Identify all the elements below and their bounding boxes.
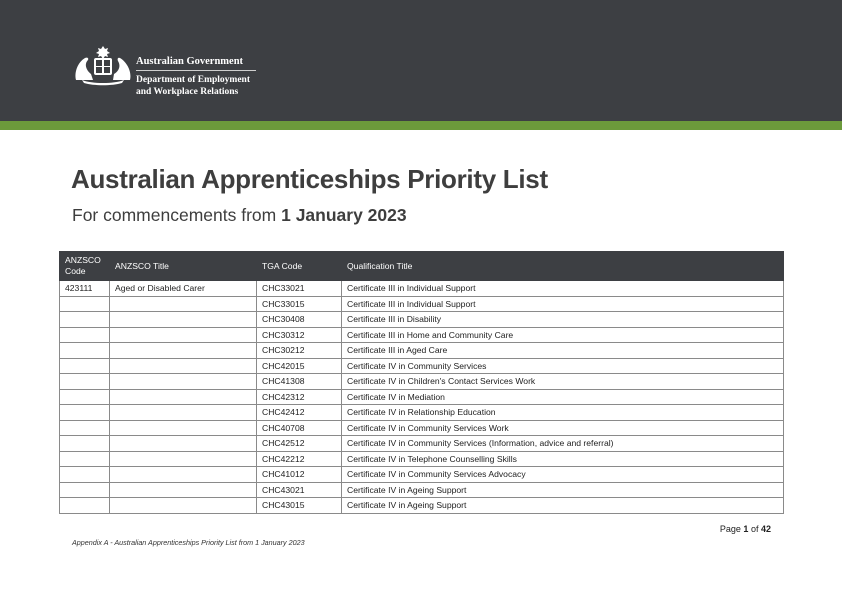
table-row [60, 312, 784, 328]
cell-anzsco-title [110, 343, 257, 359]
cell-qualification-title: Certificate IV in Community Services (Information, advice and referral) [342, 436, 784, 452]
coat-of-arms-icon [72, 44, 134, 86]
cell-qualification-title: Certificate IV in Telephone Counselling Skills [342, 451, 784, 467]
cell-anzsco-title [110, 358, 257, 374]
header-green-stripe [0, 121, 842, 130]
table-row [60, 389, 784, 405]
cell-qualification-title: Certificate IV in Children's Contact Services Work [342, 374, 784, 390]
cell-anzsco-title: Aged or Disabled Carer [110, 281, 257, 297]
table-row [60, 327, 784, 343]
document-title: Australian Apprenticeships Priority List [71, 164, 548, 194]
document-subtitle [72, 205, 407, 226]
cell-tga-code: CHC40708 [257, 420, 342, 436]
page-of: of [750, 524, 759, 534]
cell-anzsco-code [60, 343, 110, 359]
page-total: 42 [760, 524, 771, 534]
cell-anzsco-title [110, 420, 257, 436]
department-line-2: and Workplace Relations [136, 87, 239, 97]
cell-anzsco-code [60, 296, 110, 312]
cell-qualification-title: Certificate IV in Ageing Support [342, 482, 784, 498]
cell-qualification-title: Certificate IV in Community Services [342, 358, 784, 374]
header-anzsco-title: ANZSCO Title [110, 252, 257, 281]
cell-tga-code: CHC43021 [257, 482, 342, 498]
table-row [60, 374, 784, 390]
cell-tga-code: CHC30312 [257, 327, 342, 343]
cell-anzsco-code [60, 467, 110, 483]
cell-qualification-title: Certificate III in Individual Support [342, 296, 784, 312]
table-row [60, 358, 784, 374]
cell-anzsco-code [60, 389, 110, 405]
table-row [60, 405, 784, 421]
table-row [60, 343, 784, 359]
cell-qualification-title: Certificate III in Aged Care [342, 343, 784, 359]
cell-anzsco-code [60, 482, 110, 498]
logo-divider [136, 70, 256, 71]
cell-anzsco-title [110, 451, 257, 467]
cell-anzsco-code [60, 498, 110, 514]
cell-tga-code: CHC30212 [257, 343, 342, 359]
table-header-row [60, 252, 784, 281]
page-number [720, 524, 771, 534]
cell-anzsco-code [60, 312, 110, 328]
subtitle-date: 1 January 2023 [281, 205, 407, 225]
cell-tga-code: CHC41012 [257, 467, 342, 483]
government-name: Australian Government [136, 56, 244, 67]
table-row [60, 296, 784, 312]
cell-anzsco-title [110, 374, 257, 390]
government-logo-text [136, 55, 256, 98]
cell-qualification-title: Certificate III in Individual Support [342, 281, 784, 297]
table-row [60, 420, 784, 436]
table-row [60, 482, 784, 498]
cell-tga-code: CHC41308 [257, 374, 342, 390]
cell-anzsco-code [60, 327, 110, 343]
header-banner [0, 0, 842, 121]
header-anzsco-code: ANZSCO Code [60, 252, 110, 281]
cell-tga-code: CHC42412 [257, 405, 342, 421]
page-label: Page [719, 524, 741, 534]
cell-anzsco-title [110, 467, 257, 483]
cell-qualification-title: Certificate IV in Community Services Advocacy [342, 467, 784, 483]
cell-anzsco-code [60, 436, 110, 452]
cell-anzsco-title [110, 405, 257, 421]
cell-tga-code: CHC42015 [257, 358, 342, 374]
cell-anzsco-code [60, 451, 110, 467]
table-row [60, 498, 784, 514]
cell-anzsco-code [60, 374, 110, 390]
cell-tga-code: CHC42312 [257, 389, 342, 405]
cell-tga-code: CHC33021 [257, 281, 342, 297]
cell-qualification-title: Certificate IV in Mediation [342, 389, 784, 405]
table-row [60, 436, 784, 452]
table-row [60, 467, 784, 483]
cell-qualification-title: Certificate III in Disability [342, 312, 784, 328]
cell-qualification-title: Certificate IV in Relationship Education [342, 405, 784, 421]
cell-anzsco-code [60, 405, 110, 421]
department-line-1: Department of Employment [136, 75, 250, 85]
header-tga-code: TGA Code [257, 252, 342, 281]
cell-anzsco-title [110, 482, 257, 498]
table-row [60, 281, 784, 297]
cell-anzsco-title [110, 498, 257, 514]
cell-qualification-title: Certificate IV in Ageing Support [342, 498, 784, 514]
cell-qualification-title: Certificate IV in Community Services Work [342, 420, 784, 436]
cell-tga-code: CHC30408 [257, 312, 342, 328]
subtitle-prefix: For commencements from [72, 205, 277, 225]
cell-anzsco-code [60, 420, 110, 436]
cell-tga-code: CHC42212 [257, 451, 342, 467]
priority-list-table [59, 251, 784, 514]
cell-anzsco-code: 423111 [60, 281, 110, 297]
table-row [60, 451, 784, 467]
cell-qualification-title: Certificate III in Home and Community Care [342, 327, 784, 343]
page-current: 1 [743, 524, 749, 534]
cell-tga-code: CHC43015 [257, 498, 342, 514]
cell-tga-code: CHC42512 [257, 436, 342, 452]
footer-note: Appendix A - Australian Apprenticeships Priority List from 1 January 2023 [72, 538, 305, 547]
cell-anzsco-title [110, 327, 257, 343]
header-qualification-title: Qualification Title [342, 252, 784, 281]
cell-tga-code: CHC33015 [257, 296, 342, 312]
cell-anzsco-title [110, 389, 257, 405]
cell-anzsco-title [110, 312, 257, 328]
cell-anzsco-title [110, 296, 257, 312]
cell-anzsco-title [110, 436, 257, 452]
cell-anzsco-code [60, 358, 110, 374]
